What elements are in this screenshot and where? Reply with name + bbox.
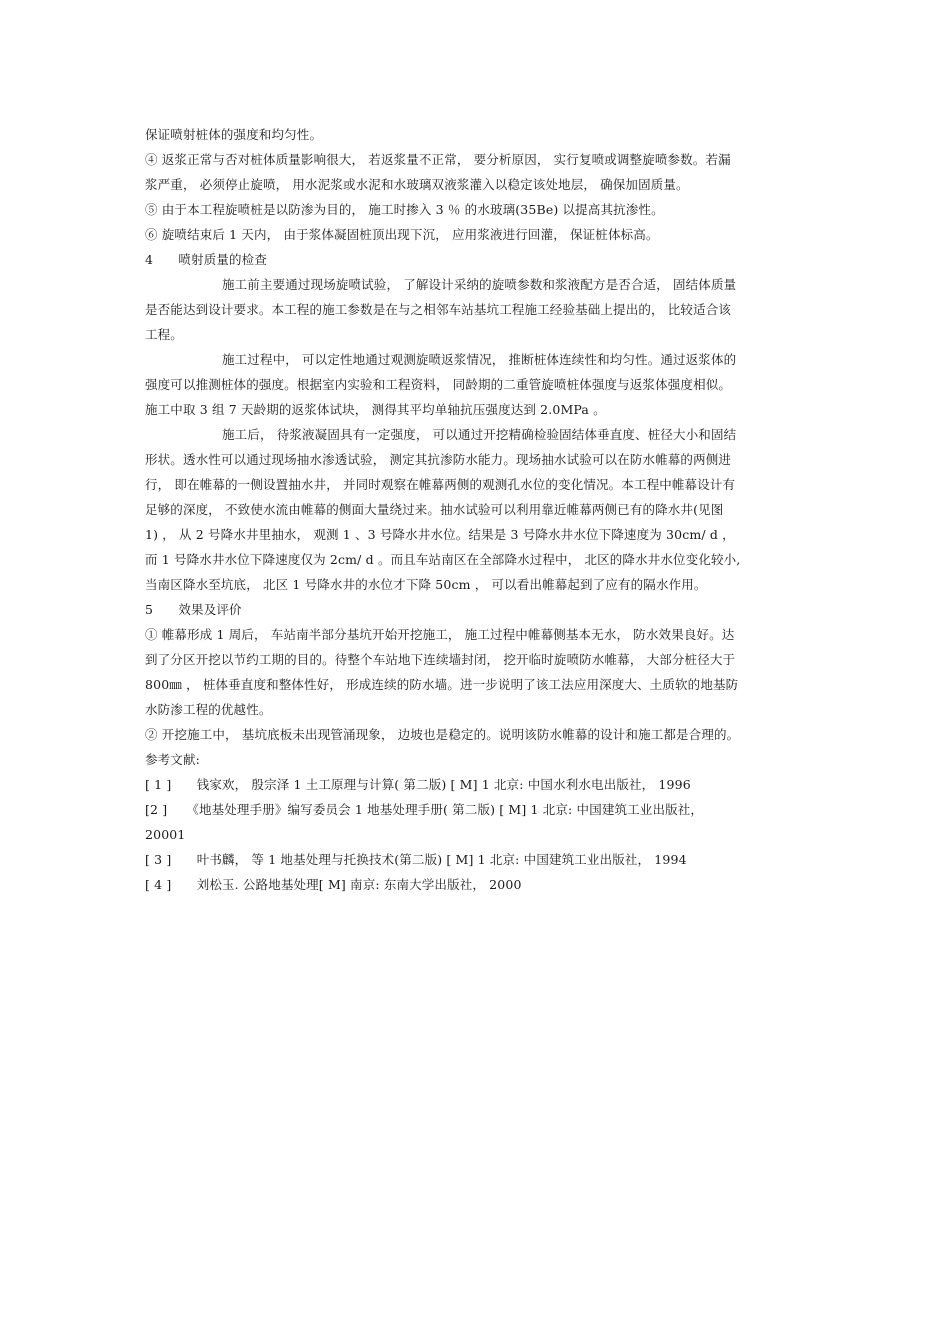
text-line: 到了分区开挖以节约工期的目的。待整个车站地下连续墙封闭， 挖开临时旋喷防水帷幕， 大部分桩径大于 [145,652,736,667]
reference-1: [ 1 ] 钱家欢， 殷宗泽 1 土工原理与计算( 第二版) [ M] 1 北京: 中国水利水电出版社， 1996 [145,777,691,792]
section-heading-4: 4 喷射质量的检查 [145,252,267,267]
section-heading-5: 5 效果及评价 [145,602,242,617]
text-line: 1) ， 从 2 号降水井里抽水， 观测 1 、3 号降水井水位。结果是 3 号降水井水位下降速度为 30cm/ d ， [145,527,735,542]
text-line: 当南区降水至坑底， 北区 1 号降水井的水位才下降 50cm ， 可以看出帷幕起到了应有的隔水作用。 [145,577,707,592]
reference-2: [2 ] 《地基处理手册》编写委员会 1 地基处理手册( 第二版) [ M] 1 北京: 中国建筑工业出版社， [145,802,704,817]
paragraph-start: 施工过程中， 可以定性地通过观测旋喷返浆情况， 推断桩体连续性和均匀性。通过返浆体的 [222,352,737,367]
text-line: 保证喷射桩体的强度和均匀性。 [145,127,323,142]
reference-4: [ 4 ] 刘松玉. 公路地基处理[ M] 南京: 东南大学出版社， 2000 [145,877,522,892]
paragraph-start: 施工前主要通过现场旋喷试验， 了解设计采纳的旋喷参数和浆液配方是否合适， 固结体质量 [222,277,737,292]
text-line: 水防渗工程的优越性。 [145,702,272,717]
text-line: 800㎜ ， 桩体垂直度和整体性好， 形成连续的防水墙。进一步说明了该工法应用深度大、土质软的地基防 [145,677,739,692]
list-item-2: ② 开挖施工中， 基坑底板未出现管涌现象， 边坡也是稳定的。说明该防水帷幕的设计和施工都是合理的。 [145,727,740,742]
text-line: 行， 即在帷幕的一侧设置抽水井， 并同时观察在帷幕两侧的观测孔水位的变化情况。本工程中帷幕设计有 [145,477,736,492]
text-line: 工程。 [145,327,183,342]
text-line: 形状。透水性可以通过现场抽水渗透试验， 测定其抗渗防水能力。现场抽水试验可以在防水帷幕的两侧进 [145,452,732,467]
text-line: 施工中取 3 组 7 天龄期的返浆体试块， 测得其平均单轴抗压强度达到 2.0MPa 。 [145,402,606,417]
text-line: 足够的深度， 不致使水流由帷幕的侧面大量绕过来。抽水试验可以利用靠近帷幕两侧已有的降水井(见图 [145,502,724,517]
list-item-1: ① 帷幕形成 1 周后， 车站南半部分基坑开始开挖施工， 施工过程中帷幕侧基本无水， 防水效果良好。达 [145,627,735,642]
reference-2-cont: 20001 [145,827,186,842]
reference-3: [ 3 ] 叶书麟， 等 1 地基处理与托换技术(第二版) [ M] 1 北京: 中国建筑工业出版社， 1994 [145,852,687,867]
text-line: 是否能达到设计要求。本工程的施工参数是在与之相邻车站基坑工程施工经验基础上提出的， 比较适合该 [145,302,732,317]
references-heading: 参考文献: [145,752,200,767]
text-line: 而 1 号降水井水位下降速度仅为 2cm/ d 。而且车站南区在全部降水过程中， 北区的降水井水位变化较小, [145,552,741,567]
list-item-4: ④ 返浆正常与否对桩体质量影响很大， 若返浆量不正常， 要分析原因， 实行复喷或调整旋喷参数。若漏 [145,152,731,167]
text-line: 浆严重， 必须停止旋喷， 用水泥浆或水泥和水玻璃双液浆灌入以稳定该处地层， 确保加固质量。 [145,177,689,192]
paragraph-start: 施工后， 待浆液凝固具有一定强度， 可以通过开挖精确检验固结体垂直度、桩径大小和固结 [222,427,737,442]
list-item-6: ⑥ 旋喷结束后 1 天内， 由于浆体凝固桩顶出现下沉， 应用浆液进行回灌， 保证桩体标高。 [145,227,659,242]
list-item-5: ⑤ 由于本工程旋喷桩是以防渗为目的， 施工时掺入 3 ％ 的水玻璃(35Be) 以提高其抗渗性。 [145,202,664,217]
text-line: 强度可以推测桩体的强度。根据室内实验和工程资料， 同龄期的二重管旋喷桩体强度与返浆体强度相似。 [145,377,732,392]
